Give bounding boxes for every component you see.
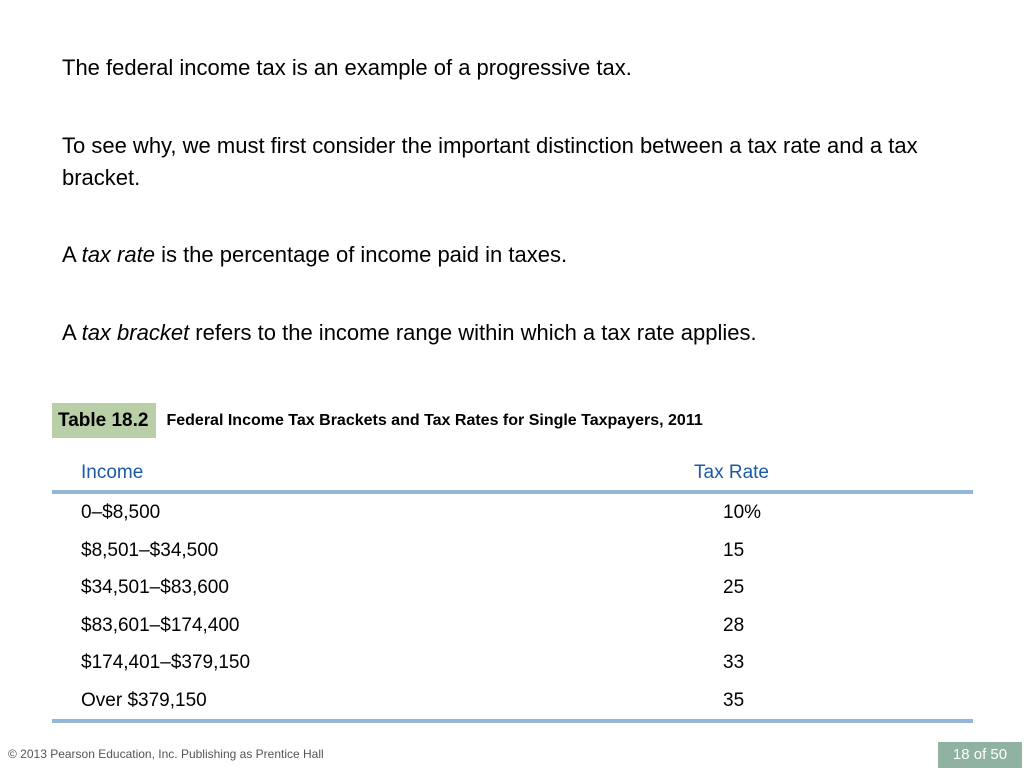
table-header-row: [52, 455, 973, 494]
copyright-notice: © 2013 Pearson Education, Inc. Publishing as Prentice Hall: [8, 747, 324, 761]
cell-income: $34,501–$83,600: [81, 577, 229, 598]
table-row: [52, 569, 973, 607]
paragraph-suffix: is the percentage of income paid in taxes.: [154, 242, 568, 267]
cell-income: $83,601–$174,400: [81, 614, 240, 636]
table-row: [52, 494, 973, 532]
paragraph-text: The federal income tax is an example of a progressive tax.: [62, 55, 632, 80]
term-tax-bracket: tax bracket: [81, 320, 190, 345]
paragraph-suffix: refers to the income range within which a tax rate applies.: [189, 320, 757, 345]
cell-tax-rate: 10%: [723, 502, 762, 523]
table-heading: [52, 403, 703, 438]
paragraph-tax-bracket-definition: [62, 317, 962, 349]
cell-income: Over $379,150: [81, 689, 207, 711]
tax-bracket-table: [52, 455, 973, 723]
cell-income: 0–$8,500: [81, 502, 161, 523]
paragraph-distinction: [62, 130, 962, 194]
term-tax-rate: tax rate: [81, 242, 155, 267]
table-bottom-rule: [52, 719, 973, 723]
column-header-tax-rate: Tax Rate: [694, 462, 769, 483]
page-number-badge: 18 of 50: [938, 742, 1022, 768]
table-caption: Federal Income Tax Brackets and Tax Rates for Single Taxpayers, 2011: [166, 411, 703, 429]
paragraph-prefix: A: [62, 320, 82, 345]
table-label: Table 18.2: [52, 403, 156, 438]
column-header-income: Income: [81, 462, 144, 483]
table-row: [52, 682, 973, 720]
table-row: [52, 532, 973, 570]
cell-tax-rate: 25: [723, 577, 745, 598]
paragraph-prefix: A: [62, 242, 82, 267]
paragraph-tax-rate-definition: [62, 239, 962, 271]
cell-tax-rate: 35: [723, 689, 745, 711]
cell-tax-rate: 33: [723, 652, 745, 673]
cell-income: $174,401–$379,150: [81, 652, 251, 673]
cell-tax-rate: 15: [723, 539, 745, 561]
cell-tax-rate: 28: [723, 614, 745, 636]
table-row: [52, 644, 973, 682]
table-row: [52, 607, 973, 645]
paragraph-text: To see why, we must first consider the important distinction between a tax rate and a tax bracket.: [62, 133, 918, 190]
cell-income: $8,501–$34,500: [81, 539, 219, 561]
paragraph-progressive-tax: [62, 52, 962, 84]
